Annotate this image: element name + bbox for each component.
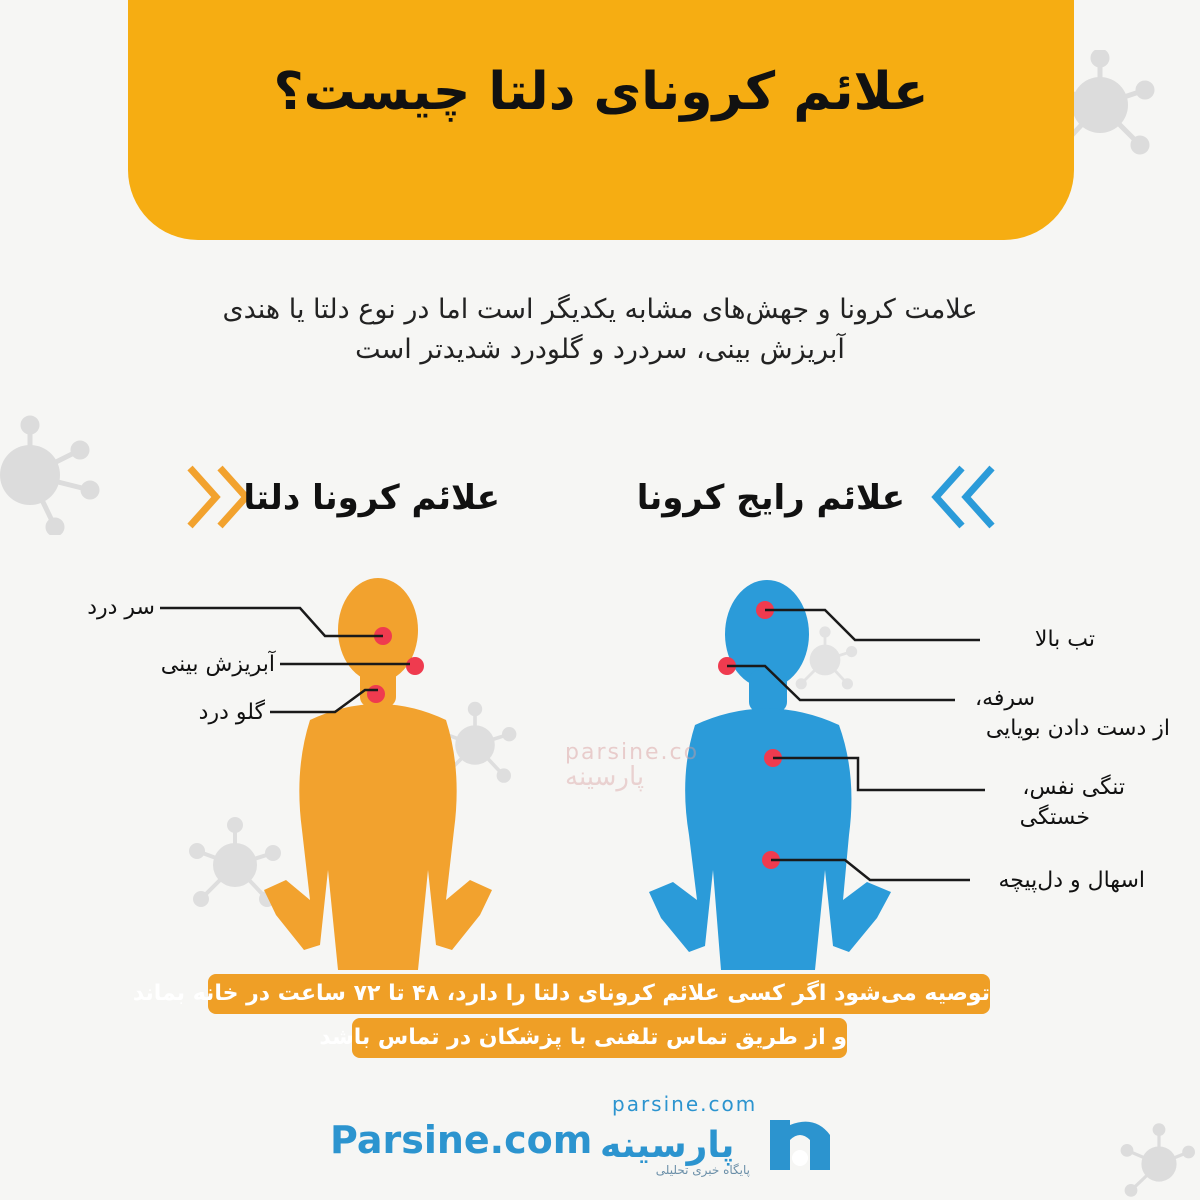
common-symptom-diarrhea: اسهال و دل‌پیچه — [998, 868, 1145, 893]
delta-symptom-runny-nose: آبریزش بینی — [160, 652, 275, 677]
delta-symptom-headache: سر درد — [87, 595, 155, 620]
footer-tagline: پایگاه خبری تحلیلی — [655, 1163, 750, 1177]
footer-brand-name: پارسینه — [600, 1125, 735, 1166]
advice-line-2: و از طریق تماس تلفنی با پزشکان در تماس باشد — [352, 1018, 847, 1058]
watermark-url: parsine.co — [565, 740, 700, 765]
advice-line-1: توصیه می‌شود اگر کسی علائم کرونای دلتا را دارد، ۴۸ تا ۷۲ ساعت در خانه بماند — [208, 974, 990, 1014]
footer-url: parsine.com — [612, 1092, 758, 1116]
delta-symptom-sore-throat: گلو درد — [198, 700, 265, 725]
common-symptom-fever: تب بالا — [1034, 627, 1095, 652]
intro-line-2: آبریزش بینی، سردرد و گلودرد شدیدتر است — [355, 334, 845, 365]
page-title: علائم کرونای دلتا چیست؟ — [273, 62, 929, 122]
common-symptom-cough: سرفه، — [975, 686, 1035, 711]
common-symptom-smell-loss: از دست دادن بویایی — [985, 716, 1170, 741]
delta-section-title: علائم کرونا دلتا — [243, 478, 500, 518]
parsine-logo-icon — [760, 1110, 840, 1180]
intro-line-1: علامت کرونا و جهش‌های مشابه یکدیگر است اما در نوع دلتا یا هندی — [222, 294, 978, 325]
footer-domain: Parsine.com — [330, 1118, 593, 1162]
common-symptom-fatigue: خستگی — [1019, 805, 1090, 830]
common-symptom-shortness-of-breath: تنگی نفس، — [1022, 775, 1125, 800]
common-section-title: علائم رایج کرونا — [636, 478, 905, 518]
watermark-name: پارسینه — [565, 762, 645, 792]
